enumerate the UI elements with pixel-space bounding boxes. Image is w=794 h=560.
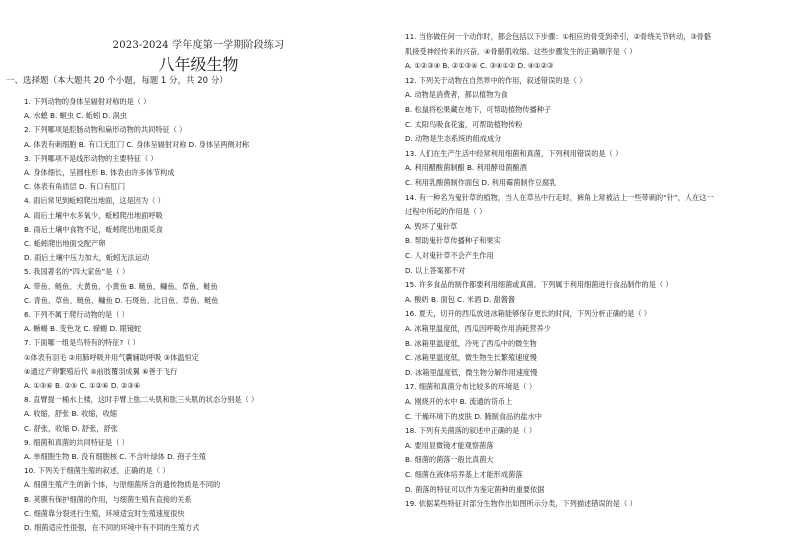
question-line: A. 体表有刺细胞 B. 有口无肛门 C. 身体呈辐射对称 D. 身体呈两侧对称 [24, 139, 250, 149]
question-line: 13. 人们在生产生活中经常利用细菌和真菌，下列利用错误的是（ ） [405, 148, 623, 158]
right-column [397, 0, 794, 560]
question-line: D. 细菌适应性很强，在不同的环境中有不同的生殖方式 [24, 523, 200, 532]
question-line: A. 收缩，舒张 B. 收缩，收缩 [24, 409, 118, 419]
question-line: B. 松鼠将松果藏在地下，可帮助植物传播种子 [405, 105, 552, 114]
question-line: C. 人对鬼针草不会产生作用 [405, 251, 494, 260]
question-line: D. 以上答案都不对 [405, 265, 466, 275]
question-line: A. 雨后土壤中水多氧少，蚯蚓爬出地面呼吸 [24, 210, 163, 220]
question-line: B. 雨后土壤中食物不足，蚯蚓爬出地面觅食 [24, 224, 163, 234]
question-line: A. 单细胞生物 B. 没有细胞核 C. 不含叶绿体 D. 孢子生殖 [24, 452, 206, 461]
question-line: ①体表有羽毛 ②用肺呼吸并用气囊辅助呼吸 ③体温恒定 [24, 352, 199, 362]
question-line: C. 太阳鸟吸食花蜜，可帮助植物传粉 [405, 119, 523, 129]
question-line: 14. 有一种名为鬼针草的植物，当人在草丛中行走时，裤角上常被沾上一些带刺的“针”，人在这一 [405, 192, 714, 202]
question-line: 9. 细菌和真菌的共同特征是（ ） [24, 437, 129, 447]
question-line: 2. 下列哪项是腔肠动物和扁形动物的共同特征（ ） [24, 125, 187, 135]
question-line: A. 利用醋酸菌制醋 B. 利用酵母菌酿酒 [405, 163, 527, 173]
question-line: B. 冰箱里温度低，冷死了西瓜中的微生物 [405, 338, 537, 348]
subject-title: 八年级生物 [158, 55, 239, 74]
question-line: C. 冰箱里温度低，微生物生长繁殖速度慢 [405, 353, 537, 363]
exam-title: 2023-2024 学年度第一学期阶段练习 [112, 40, 285, 51]
question-line: 12. 下列关于动物在自然界中的作用，叙述错误的是（ ） [405, 75, 587, 85]
question-line: 19. 依据某些特征对部分生物作出如图所示分类，下列描述错误的是（ ） [405, 499, 637, 509]
question-line: D. 动物是生态系统的组成成分 [405, 134, 502, 144]
question-line: A. 刚烧开的水中 B. 流通的货币上 [405, 397, 513, 406]
question-line: A. 细菌生殖产生的新个体，与原细菌所含的遗传物质是不同的 [24, 480, 221, 490]
question-line: 5. 我国著名的“四大家鱼”是（ ） [24, 267, 130, 277]
question-line: 肌接受神经传来的兴奋，④骨骼肌收缩。这些步骤发生的正确顺序是（ ） [405, 46, 637, 56]
question-line: C. 舒张，收缩 D. 舒张，舒张 [24, 423, 118, 433]
question-line: A. ①③⑥ B. ②⑤ C. ①②⑥ D. ②③⑥ [24, 381, 141, 390]
question-line: 7. 下面哪一组是鸟特有的特征?（ ） [24, 338, 140, 348]
question-line: 11. 当你做任何一个动作时，都会包括以下步骤：①相应的骨受到牵引，②骨绕关节转动，③骨骼 [405, 32, 712, 41]
question-line: A. 冰箱里温度低，西瓜因呼吸作用消耗营养少 [405, 324, 551, 333]
question-line: D. 雨后土壤中压力加大，蚯蚓无法运动 [24, 253, 150, 263]
question-line: 过程中所起的作用是（ ） [405, 207, 487, 217]
question-line: 16. 夏天，切开的西瓜放进冰箱能够保存更长的时间，下列分析正确的是（ ） [405, 309, 652, 319]
question-line: A. 带鱼、鲢鱼、大黄鱼、小黄鱼 B. 鲢鱼、鳙鱼、草鱼、鲢鱼 [24, 281, 218, 291]
question-line: 10. 下列关于细菌生殖的叙述，正确的是（ ） [24, 466, 170, 476]
question-line: A. 要用显微镜才能观察菌落 [405, 440, 494, 450]
question-line: B. 帮助鬼针草传播种子和果实 [405, 236, 501, 246]
question-line: D. 菌落的特征可以作为鉴定菌种的重要依据 [405, 484, 545, 494]
question-line: 4. 雨后常见到蚯蚓爬出地面，这是因为（ ） [24, 196, 165, 206]
question-line: B. 荚膜有保护细菌的作用，与细菌生殖有直接的关系 [24, 494, 192, 504]
question-line: A. 水螅 B. 蛔虫 C. 蚯蚓 D. 涡虫 [24, 111, 127, 121]
question-line: A. 身体细长，呈圆柱形 B. 体表由许多体节构成 [24, 168, 175, 177]
question-line: C. 利用乳酸菌制作面包 D. 利用霉菌制作豆腐乳 [405, 178, 557, 187]
question-line: C. 干燥环境下的皮肤 D. 腌制食品的盐水中 [405, 411, 542, 421]
question-line: ④通过产卵繁殖后代 ⑤前肢覆羽成翼 ⑥善于飞行 [24, 366, 178, 376]
question-line: A. 蜥蜴 B. 变色龙 C. 蝾螈 D. 眼镜蛇 [24, 324, 142, 334]
question-line: 15. 许多食品的制作都要利用细菌或真菌。下列属于利用细菌进行食品制作的是（ ） [405, 280, 673, 290]
question-line: A. 酸奶 B. 面包 C. 米酒 D. 甜酱酱 [405, 294, 516, 304]
question-line: A. ①②③④ B. ②①③④ C. ③④①② D. ④①②③ [405, 61, 554, 71]
question-line: 6. 下列不属于爬行动物的是（ ） [24, 310, 129, 319]
question-line: C. 体表有角质层 D. 有口有肛门 [24, 182, 126, 192]
question-line: D. 冰箱里温度低，微生物分解作用速度慢 [405, 367, 538, 377]
question-line: 1. 下列动物的身体呈辐射对称的是（ ） [24, 97, 151, 106]
question-line: C. 蚯蚓爬出地面交配产卵 [24, 239, 106, 248]
question-line: 17. 细菌和真菌分布比较多的环境是（ ） [405, 382, 537, 392]
question-line: C. 青鱼、草鱼、鲢鱼、鳙鱼 D. 石斑鱼、比目鱼、草鱼、鲢鱼 [24, 295, 219, 305]
question-line: C. 细菌靠分裂进行生殖，环境适宜时生殖速度很快 [24, 508, 185, 518]
question-line: B. 细菌的菌落一般比真菌大 [405, 455, 494, 465]
question-line: 8. 直臂提一桶水上楼，这时手臂上肱二头肌和肱三头肌的状态分别是（ ） [24, 395, 259, 405]
question-line: A. 毁坏了鬼针草 [405, 221, 458, 231]
question-line: C. 细菌在液体培养基上才能形成菌落 [405, 470, 523, 479]
question-line: 3. 下列哪项不是线形动物的主要特征（ ） [24, 153, 158, 163]
section-heading: 一、选择题（本大题共 20 个小题，每题 1 分，共 20 分） [6, 76, 228, 86]
question-line: A. 动物是消费者，都以植物为食 [405, 90, 508, 100]
question-line: 18. 下列有关菌落的叙述中正确的是（ ） [405, 426, 537, 436]
